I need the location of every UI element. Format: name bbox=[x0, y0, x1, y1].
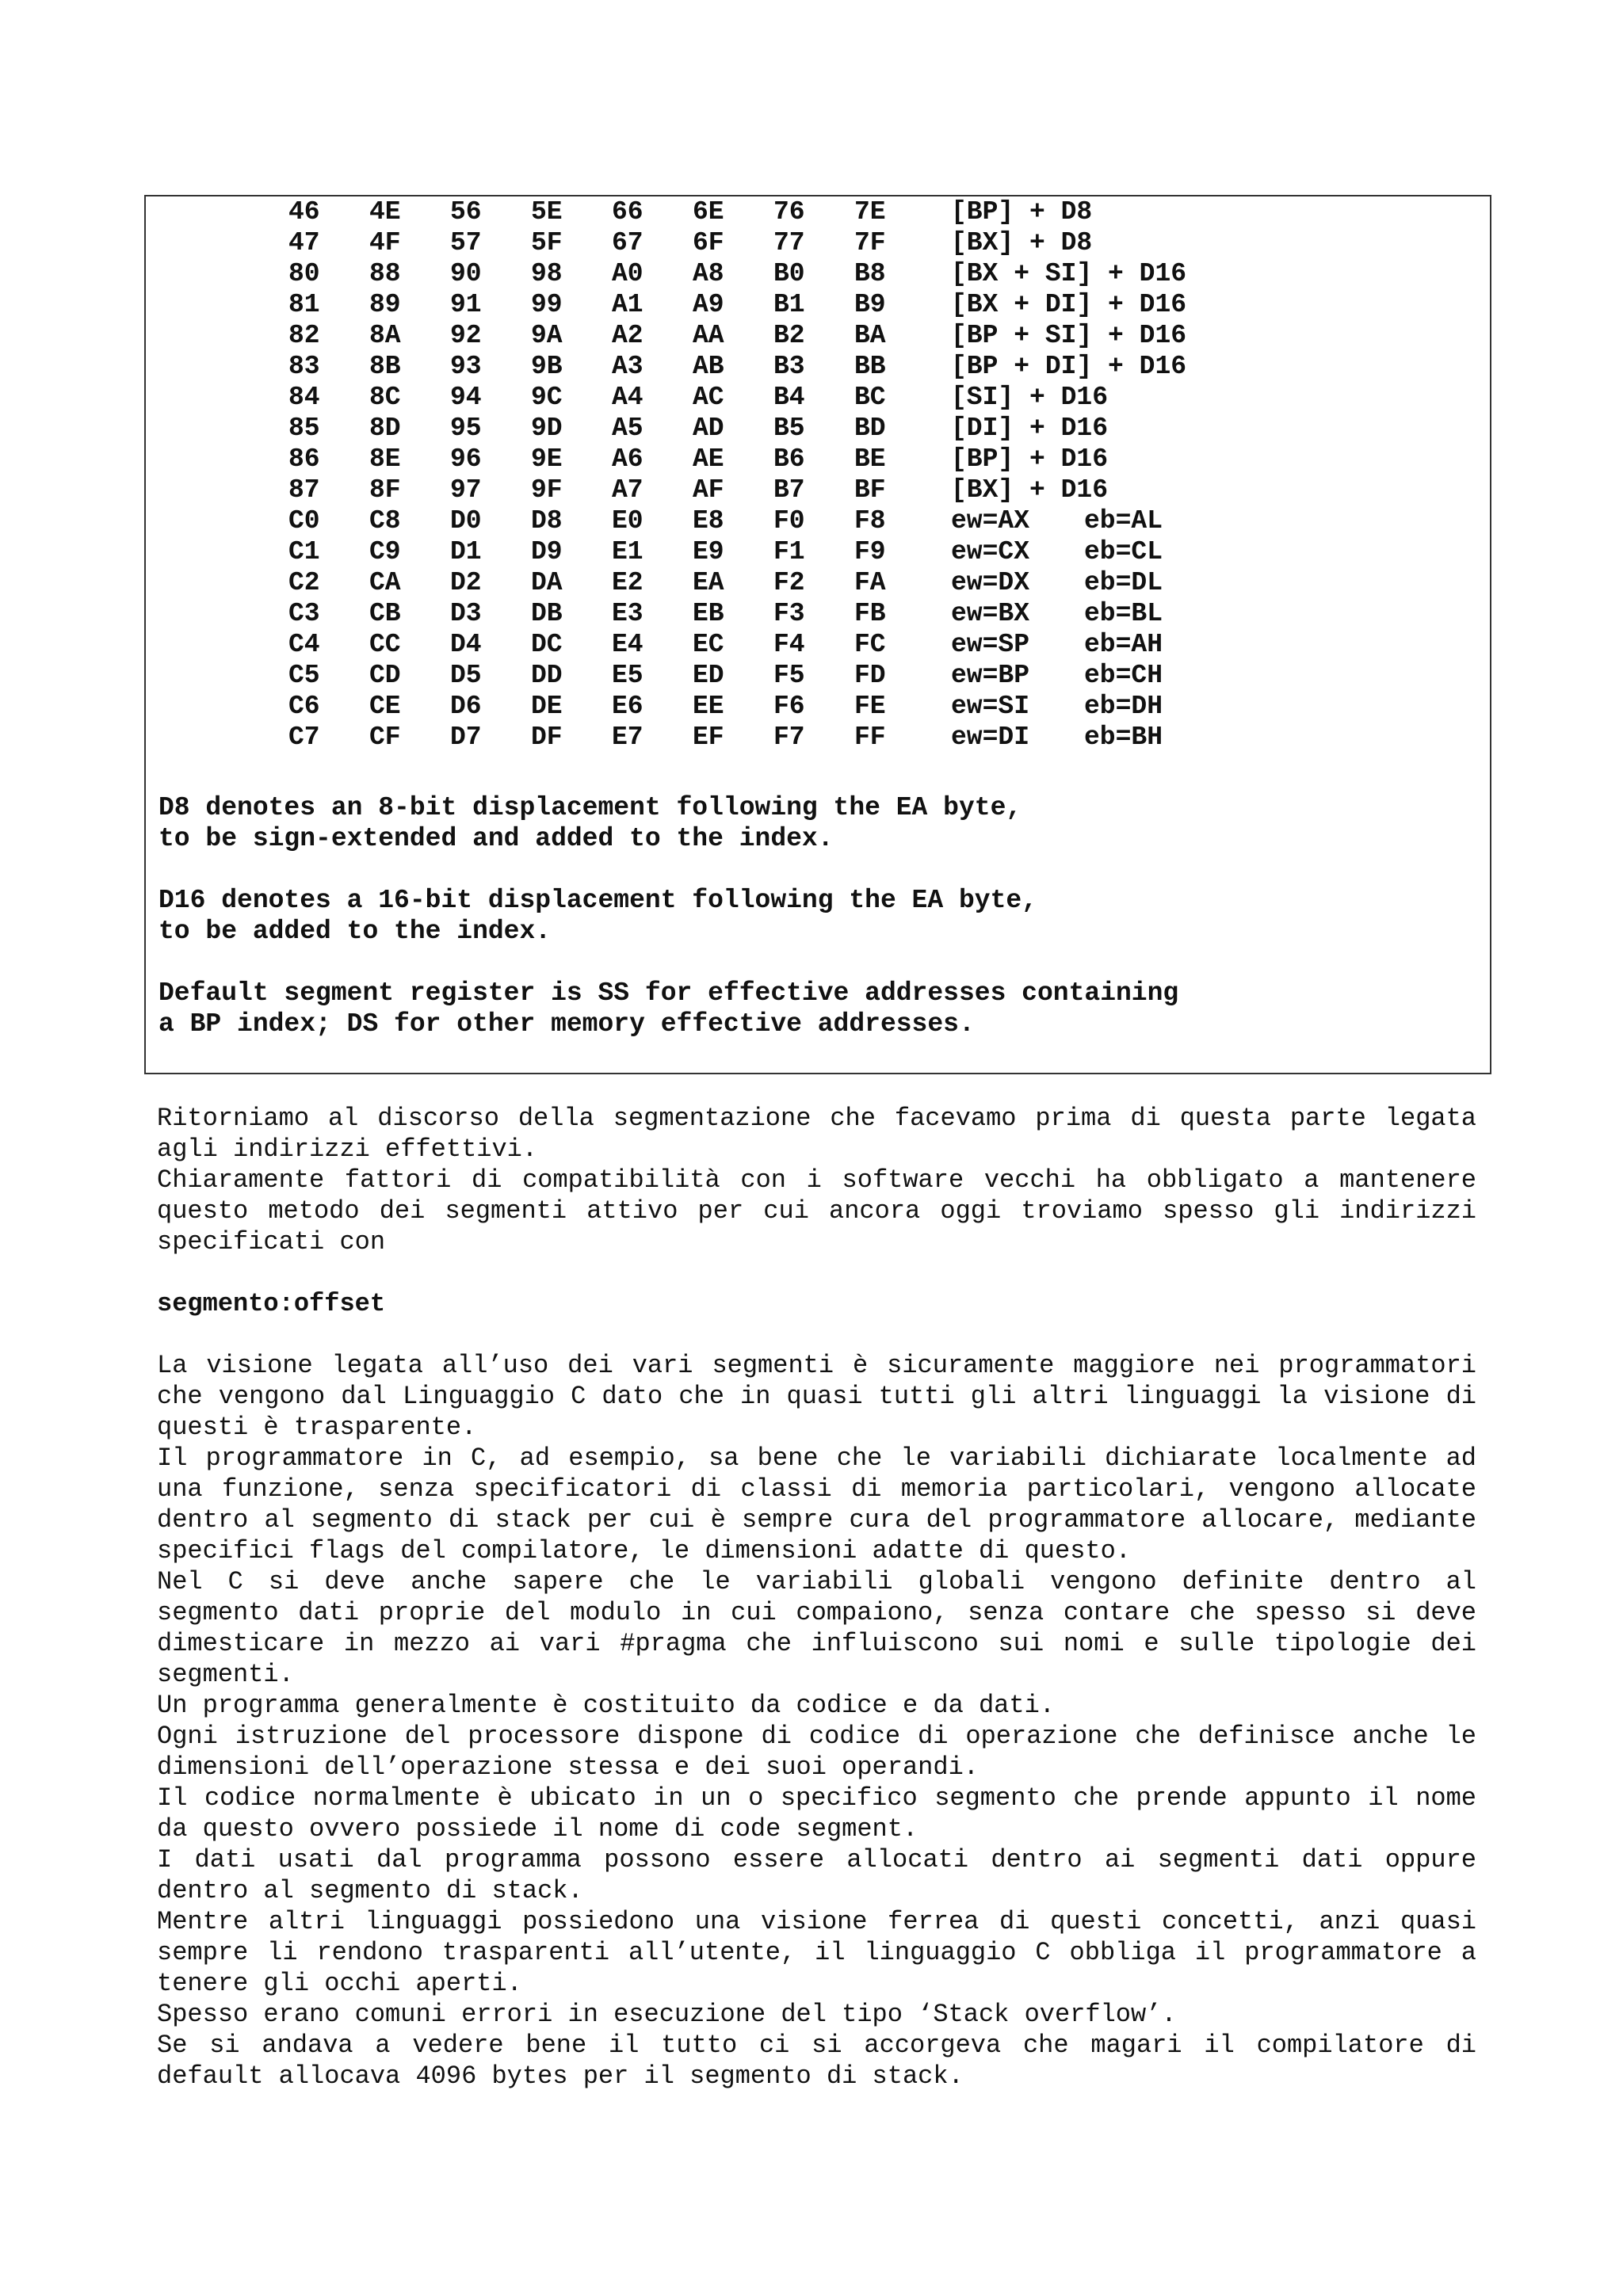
table-cell: 8B bbox=[369, 352, 401, 381]
table-row bbox=[146, 629, 1485, 660]
table-cell: DD bbox=[531, 661, 563, 690]
section-heading: segmento:offset bbox=[157, 1289, 386, 1318]
table-cell: CB bbox=[369, 599, 401, 628]
table-cell: 56 bbox=[450, 197, 482, 227]
table-cell: 7E bbox=[854, 197, 886, 227]
table-cell: CA bbox=[369, 568, 401, 597]
table-cell: 57 bbox=[450, 228, 482, 257]
table-cell: eb=BL bbox=[1084, 599, 1163, 628]
table-cell: eb=DL bbox=[1084, 568, 1163, 597]
table-cell: [BX] + D16 bbox=[951, 475, 1109, 505]
table-row bbox=[146, 567, 1485, 598]
table-cell: 8E bbox=[369, 444, 401, 474]
table-cell: A5 bbox=[612, 414, 643, 443]
table-cell: 8D bbox=[369, 414, 401, 443]
table-cell: C1 bbox=[288, 537, 320, 566]
table-cell: BE bbox=[854, 444, 886, 474]
table-cell: A7 bbox=[612, 475, 643, 505]
table-cell: 9C bbox=[531, 383, 563, 412]
table-cell: 95 bbox=[450, 414, 482, 443]
table-cell: D4 bbox=[450, 630, 482, 659]
table-cell: FC bbox=[854, 630, 886, 659]
table-cell: BA bbox=[854, 321, 886, 350]
table-cell: E2 bbox=[612, 568, 643, 597]
table-cell: C7 bbox=[288, 723, 320, 752]
table-cell: DC bbox=[531, 630, 563, 659]
table-cell: B9 bbox=[854, 290, 886, 319]
note-d16-line2: to be added to the index. bbox=[158, 917, 552, 946]
table-cell: AD bbox=[693, 414, 724, 443]
table-cell: eb=DH bbox=[1084, 692, 1163, 721]
table-row bbox=[146, 598, 1485, 629]
table-cell: F9 bbox=[854, 537, 886, 566]
table-cell: ew=AX bbox=[951, 506, 1030, 536]
table-cell: D3 bbox=[450, 599, 482, 628]
table-cell: A6 bbox=[612, 444, 643, 474]
table-cell: ew=SP bbox=[951, 630, 1030, 659]
table-cell: 4E bbox=[369, 197, 401, 227]
table-cell: 98 bbox=[531, 259, 563, 288]
table-cell: 93 bbox=[450, 352, 482, 381]
table-cell: 97 bbox=[450, 475, 482, 505]
table-cell: 96 bbox=[450, 444, 482, 474]
table-cell: [BP] + D8 bbox=[951, 197, 1093, 227]
paragraph: Il codice normalmente è ubicato in un o specifico segmento che prende appunto il nome da questo ovvero possiede il nome di code segment. bbox=[157, 1783, 1476, 1844]
table-cell: 8C bbox=[369, 383, 401, 412]
table-row bbox=[146, 382, 1485, 413]
table-cell: A1 bbox=[612, 290, 643, 319]
table-cell: 82 bbox=[288, 321, 320, 350]
table-cell: BB bbox=[854, 352, 886, 381]
table-cell: AE bbox=[693, 444, 724, 474]
table-cell: 90 bbox=[450, 259, 482, 288]
table-cell: E6 bbox=[612, 692, 643, 721]
table-cell: B8 bbox=[854, 259, 886, 288]
table-row bbox=[146, 505, 1485, 536]
table-cell: 88 bbox=[369, 259, 401, 288]
table-cell: 46 bbox=[288, 197, 320, 227]
table-cell: 86 bbox=[288, 444, 320, 474]
paragraph: Ritorniamo al discorso della segmentazione che facevamo prima di questa parte legata agli indirizzi effettivi. bbox=[157, 1104, 1476, 1164]
table-cell: 9F bbox=[531, 475, 563, 505]
table-cell: F5 bbox=[773, 661, 805, 690]
table-cell: B2 bbox=[773, 321, 805, 350]
table-cell: DF bbox=[531, 723, 563, 752]
table-row bbox=[146, 227, 1485, 258]
table-cell: eb=AL bbox=[1084, 506, 1163, 536]
paragraph: Se si andava a vedere bene il tutto ci si accorgeva che magari il compilatore di default allocava 4096 bytes per il segmento di stack. bbox=[157, 2031, 1476, 2091]
table-cell: 80 bbox=[288, 259, 320, 288]
table-cell: [DI] + D16 bbox=[951, 414, 1109, 443]
note-d8-line1: D8 denotes an 8-bit displacement following the EA byte, bbox=[158, 793, 1022, 822]
table-cell: AF bbox=[693, 475, 724, 505]
paragraph: I dati usati dal programma possono essere allocati dentro ai segmenti dati oppure dentro al segmento di stack. bbox=[157, 1845, 1476, 1905]
table-cell: 8F bbox=[369, 475, 401, 505]
table-cell: 76 bbox=[773, 197, 805, 227]
paragraph: Il programmatore in C, ad esempio, sa bene che le variabili dichiarate localmente ad una funzione, senza specificatori di classi di memoria particolari, vengono allocate dentro al segmento di stack per cui è sempre cura del programmatore allocare, mediante specifici flags del compilatore, le dimensioni adatte di questo. bbox=[157, 1444, 1476, 1566]
paragraph: Un programma generalmente è costituito da codice e da dati. bbox=[157, 1691, 1055, 1720]
table-row bbox=[146, 444, 1485, 475]
table-cell: D0 bbox=[450, 506, 482, 536]
table-cell: A8 bbox=[693, 259, 724, 288]
note-segment-line1: Default segment register is SS for effective addresses containing bbox=[158, 978, 1179, 1008]
table-cell: 8A bbox=[369, 321, 401, 350]
paragraph: Chiaramente fattori di compatibilità con i software vecchi ha obbligato a mantenere questo metodo dei segmenti attivo per cui ancora oggi troviamo spesso gli indirizzi specificati con bbox=[157, 1165, 1476, 1257]
table-cell: 92 bbox=[450, 321, 482, 350]
table-cell: EC bbox=[693, 630, 724, 659]
table-cell: BD bbox=[854, 414, 886, 443]
table-cell: 67 bbox=[612, 228, 643, 257]
table-cell: 5E bbox=[531, 197, 563, 227]
table-cell: F2 bbox=[773, 568, 805, 597]
table-cell: D6 bbox=[450, 692, 482, 721]
table-cell: 77 bbox=[773, 228, 805, 257]
paragraph: Spesso erano comuni errori in esecuzione del tipo ‘Stack overflow’. bbox=[157, 2000, 1177, 2029]
table-cell: AB bbox=[693, 352, 724, 381]
table-row bbox=[146, 691, 1485, 722]
table-cell: C4 bbox=[288, 630, 320, 659]
table-cell: 9A bbox=[531, 321, 563, 350]
table-cell: [SI] + D16 bbox=[951, 383, 1109, 412]
table-cell: F6 bbox=[773, 692, 805, 721]
table-cell: A0 bbox=[612, 259, 643, 288]
spacer bbox=[157, 1257, 1476, 1288]
table-row bbox=[146, 475, 1485, 505]
table-cell: D8 bbox=[531, 506, 563, 536]
table-cell: B4 bbox=[773, 383, 805, 412]
table-cell: FD bbox=[854, 661, 886, 690]
table-cell: D9 bbox=[531, 537, 563, 566]
table-cell: EF bbox=[693, 723, 724, 752]
table-cell: B0 bbox=[773, 259, 805, 288]
table-cell: [BP + DI] + D16 bbox=[951, 352, 1187, 381]
table-row bbox=[146, 413, 1485, 444]
spacer bbox=[157, 1319, 1476, 1350]
table-cell: [BX + SI] + D16 bbox=[951, 259, 1187, 288]
table-cell: E4 bbox=[612, 630, 643, 659]
table-row bbox=[146, 320, 1485, 351]
table-cell: BC bbox=[854, 383, 886, 412]
table-cell: [BX + DI] + D16 bbox=[951, 290, 1187, 319]
table-cell: 4F bbox=[369, 228, 401, 257]
paragraph: Nel C si deve anche sapere che le variabili globali vengono definite dentro al segmento dati proprie del modulo in cui compaiono, senza contare che spesso si deve dimesticare in mezzo ai vari #pragma che influiscono sui nomi e sulle tipologie dei segmenti. bbox=[157, 1567, 1476, 1689]
table-cell: E9 bbox=[693, 537, 724, 566]
table-cell: 84 bbox=[288, 383, 320, 412]
table-cell: E3 bbox=[612, 599, 643, 628]
table-cell: 47 bbox=[288, 228, 320, 257]
table-cell: 6E bbox=[693, 197, 724, 227]
table-cell: FA bbox=[854, 568, 886, 597]
table-cell: ew=SI bbox=[951, 692, 1030, 721]
table-cell: E8 bbox=[693, 506, 724, 536]
table-row bbox=[146, 351, 1485, 382]
table-row bbox=[146, 196, 1485, 227]
table-cell: 85 bbox=[288, 414, 320, 443]
table-cell: AC bbox=[693, 383, 724, 412]
table-cell: EA bbox=[693, 568, 724, 597]
table-cell: 6F bbox=[693, 228, 724, 257]
table-cell: B5 bbox=[773, 414, 805, 443]
table-cell: CC bbox=[369, 630, 401, 659]
table-cell: BF bbox=[854, 475, 886, 505]
table-cell: 66 bbox=[612, 197, 643, 227]
table-cell: eb=CH bbox=[1084, 661, 1163, 690]
table-cell: DE bbox=[531, 692, 563, 721]
table-cell: F1 bbox=[773, 537, 805, 566]
table-cell: C0 bbox=[288, 506, 320, 536]
table-cell: FB bbox=[854, 599, 886, 628]
table-cell: D1 bbox=[450, 537, 482, 566]
table-cell: CE bbox=[369, 692, 401, 721]
paragraph: Mentre altri linguaggi possiedono una visione ferrea di questi concetti, anzi quasi sempre li rendono trasparenti all’utente, il linguaggio C obbliga il programmatore a tenere gli occhi aperti. bbox=[157, 1907, 1476, 1998]
table-cell: E7 bbox=[612, 723, 643, 752]
table-cell: 94 bbox=[450, 383, 482, 412]
table-row bbox=[146, 536, 1485, 567]
table-cell: 99 bbox=[531, 290, 563, 319]
table-cell: 9B bbox=[531, 352, 563, 381]
table-cell: 89 bbox=[369, 290, 401, 319]
table-cell: [BP] + D16 bbox=[951, 444, 1109, 474]
table-cell: C8 bbox=[369, 506, 401, 536]
table-row bbox=[146, 722, 1485, 753]
table-cell: CF bbox=[369, 723, 401, 752]
table-cell: D5 bbox=[450, 661, 482, 690]
table-cell: EB bbox=[693, 599, 724, 628]
table-cell: AA bbox=[693, 321, 724, 350]
table-cell: C9 bbox=[369, 537, 401, 566]
table-cell: 83 bbox=[288, 352, 320, 381]
table-cell: eb=CL bbox=[1084, 537, 1163, 566]
table-cell: C5 bbox=[288, 661, 320, 690]
table-cell: eb=AH bbox=[1084, 630, 1163, 659]
table-cell: DB bbox=[531, 599, 563, 628]
table-cell: ED bbox=[693, 661, 724, 690]
table-cell: F3 bbox=[773, 599, 805, 628]
table-cell: [BX] + D8 bbox=[951, 228, 1093, 257]
table-cell: C2 bbox=[288, 568, 320, 597]
paragraph: La visione legata all’uso dei vari segmenti è sicuramente maggiore nei programmatori che vengono dal Linguaggio C dato che in quasi tutti gli altri linguaggi la visione di questi è trasparente. bbox=[157, 1351, 1476, 1442]
table-cell: 9E bbox=[531, 444, 563, 474]
table-cell: 9D bbox=[531, 414, 563, 443]
table-cell: B3 bbox=[773, 352, 805, 381]
table-cell: B7 bbox=[773, 475, 805, 505]
note-d16-line1: D16 denotes a 16-bit displacement following the EA byte, bbox=[158, 886, 1037, 915]
table-cell: 91 bbox=[450, 290, 482, 319]
table-cell: F4 bbox=[773, 630, 805, 659]
table-cell: CD bbox=[369, 661, 401, 690]
table-cell: [BP + SI] + D16 bbox=[951, 321, 1187, 350]
table-cell: A9 bbox=[693, 290, 724, 319]
table-cell: 87 bbox=[288, 475, 320, 505]
table-cell: C6 bbox=[288, 692, 320, 721]
table-row bbox=[146, 289, 1485, 320]
table-cell: eb=BH bbox=[1084, 723, 1163, 752]
table-cell: 5F bbox=[531, 228, 563, 257]
table-cell: E1 bbox=[612, 537, 643, 566]
table-cell: B6 bbox=[773, 444, 805, 474]
table-row bbox=[146, 258, 1485, 289]
table-cell: ew=CX bbox=[951, 537, 1030, 566]
table-cell: 81 bbox=[288, 290, 320, 319]
ea-table-box bbox=[144, 195, 1491, 1074]
table-cell: 7F bbox=[854, 228, 886, 257]
table-cell: ew=BP bbox=[951, 661, 1030, 690]
table-cell: F8 bbox=[854, 506, 886, 536]
table-cell: E0 bbox=[612, 506, 643, 536]
table-cell: D2 bbox=[450, 568, 482, 597]
table-cell: E5 bbox=[612, 661, 643, 690]
table-cell: D7 bbox=[450, 723, 482, 752]
paragraph: Ogni istruzione del processore dispone di codice di operazione che definisce anche le dimensioni dell’operazione stessa e dei suoi operandi. bbox=[157, 1722, 1476, 1782]
table-cell: FF bbox=[854, 723, 886, 752]
table-cell: ew=DI bbox=[951, 723, 1030, 752]
table-cell: C3 bbox=[288, 599, 320, 628]
table-cell: B1 bbox=[773, 290, 805, 319]
table-cell: ew=DX bbox=[951, 568, 1030, 597]
table-cell: F7 bbox=[773, 723, 805, 752]
table-cell: F0 bbox=[773, 506, 805, 536]
note-segment-line2: a BP index; DS for other memory effective addresses. bbox=[158, 1009, 975, 1039]
table-row bbox=[146, 660, 1485, 691]
table-cell: A3 bbox=[612, 352, 643, 381]
body-text bbox=[157, 1103, 1476, 2092]
table-cell: A4 bbox=[612, 383, 643, 412]
table-cell: A2 bbox=[612, 321, 643, 350]
table-cell: EE bbox=[693, 692, 724, 721]
table-cell: ew=BX bbox=[951, 599, 1030, 628]
note-d8-line2: to be sign-extended and added to the index. bbox=[158, 824, 834, 853]
table-cell: FE bbox=[854, 692, 886, 721]
table-cell: DA bbox=[531, 568, 563, 597]
